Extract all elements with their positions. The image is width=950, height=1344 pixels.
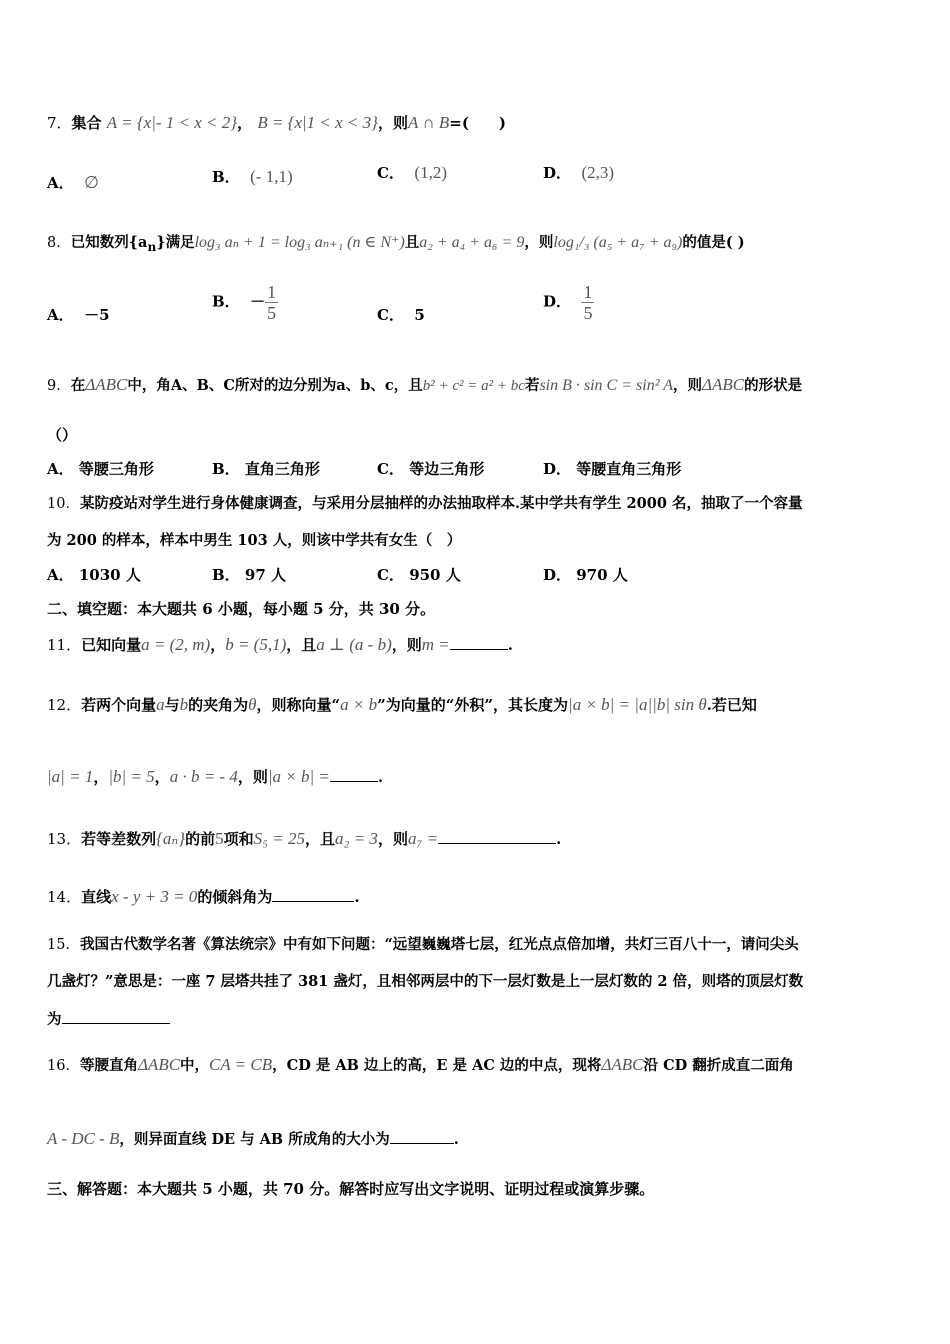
- question-text: ，则: [524, 234, 554, 251]
- formula: a₂ = 3: [335, 829, 378, 848]
- question-number: 8．: [47, 235, 71, 251]
- question-text: 某防疫站对学生进行身体健康调查，与采用分层抽样的办法抽取样本.某中学共有学生 2000 名，抽取了一个容量: [79, 495, 803, 512]
- question-text: 的夹角为: [188, 696, 249, 714]
- question-text: ”为向量的“外积”，其长度为: [377, 696, 569, 714]
- formula: a = (2, m): [141, 635, 211, 654]
- question-text: ，则: [237, 768, 268, 786]
- option-a: A． ∅: [47, 173, 99, 192]
- question-text: ，则称向量“: [256, 696, 341, 714]
- question-text: 在: [70, 377, 86, 394]
- question-10: [47, 493, 910, 515]
- answer-blank: [438, 829, 556, 844]
- question-text: .: [556, 830, 562, 848]
- question-10-line2: 为 200 的样本，样本中男生 103 人，则该中学共有女生（ ）: [47, 532, 462, 549]
- formula: A ∩ B: [408, 113, 450, 132]
- option-value: 等边三角形: [409, 460, 485, 478]
- option-b: B． 直角三角形: [212, 460, 320, 478]
- question-text: ，: [154, 768, 170, 786]
- option-d: D． 970 人: [543, 566, 628, 584]
- question-text: 中，角A、B、C所对的边分别为a、b、c，且: [127, 377, 423, 394]
- option-b: B． － $\frac{1}{5}$: [212, 282, 277, 323]
- formula: ΔABC: [601, 1055, 644, 1074]
- question-number: 13．: [47, 830, 82, 848]
- option-c: C． 5: [377, 306, 425, 324]
- question-15-line2: 几盏灯？”意思是：一座 7 层塔共挂了 381 盏灯，且相邻两层中的下一层灯数是上一层灯数的 2 倍，则塔的顶层灯数: [47, 973, 804, 990]
- question-text: ，则: [377, 830, 408, 848]
- question-12: [47, 694, 910, 716]
- formula: 5: [215, 829, 224, 848]
- formula: a ⊥ (a - b): [316, 635, 392, 654]
- formula: a · b = - 4: [169, 767, 238, 786]
- question-16-line2: [47, 1128, 910, 1151]
- option-value: (1,2): [414, 163, 447, 182]
- option-a: A． －5: [47, 306, 110, 324]
- question-text: 已知数列{a: [70, 234, 148, 251]
- formula: |b| = 5: [108, 767, 155, 786]
- formula: ΔABC: [701, 375, 745, 394]
- question-13: [47, 828, 910, 850]
- question-text: ，则: [391, 636, 422, 654]
- question-text: 等腰直角: [79, 1057, 138, 1074]
- question-text: ，: [210, 636, 226, 654]
- formula: b: [179, 695, 189, 714]
- question-text: .: [354, 888, 360, 906]
- question-12-line2: [47, 766, 910, 788]
- question-text: 的前: [185, 830, 216, 848]
- question-text: .: [453, 1131, 459, 1148]
- option-b: B． (- 1,1): [212, 167, 293, 186]
- option-c: C． (1,2): [377, 163, 447, 182]
- option-value: (2,3): [581, 163, 615, 182]
- formula: |a| = 1: [47, 767, 94, 786]
- formula: sin B · sin C = sin² A: [539, 377, 673, 394]
- section-heading: 三、解答题：本大题共 5 小题，共 70 分。解答时应写出文字说明、证明过程或演算步骤。: [47, 1180, 655, 1198]
- question-number: 11．: [47, 636, 82, 654]
- question-text: 我国古代数学名著《算法统宗》中有如下问题：“远望巍巍塔七层，红光点点倍加增，共灯三百八十一，请问尖头: [79, 936, 799, 953]
- question-14: [47, 886, 910, 908]
- question-text: ，CD 是 AB 边上的高，E 是 AC 边的中点，现将: [272, 1057, 602, 1074]
- formula: S₅ = 25: [253, 829, 306, 848]
- formula: b² + c² = a² + bc: [422, 378, 525, 394]
- question-text: .: [377, 768, 384, 786]
- formula: {aₙ}: [156, 829, 186, 848]
- option-value: －5: [84, 306, 110, 324]
- option-b: B． 97 人: [212, 566, 287, 584]
- question-text: 项和: [223, 830, 254, 848]
- question-number: 7．: [47, 114, 72, 132]
- option-a: A． 1030 人: [47, 566, 141, 584]
- formula: B = {x|1 < x < 3}: [257, 113, 378, 132]
- formula: m =: [421, 635, 450, 654]
- question-number: 15．: [47, 937, 80, 953]
- option-value: 5: [414, 306, 425, 324]
- question-15: [47, 934, 910, 956]
- option-value: 等腰三角形: [78, 460, 154, 478]
- option-value: 970 人: [576, 566, 628, 584]
- question-text: ，且: [286, 636, 317, 654]
- formula: log₃ aₙ + 1 = log₃ aₙ₊₁ (n ∈ N⁺): [194, 234, 405, 251]
- question-text: 与: [164, 696, 180, 714]
- formula: log₁/₃ (a₅ + a₇ + a₉): [553, 234, 683, 251]
- option-value: ∅: [84, 173, 99, 192]
- option-d: D． 等腰直角三角形: [543, 460, 682, 478]
- answer-blank: [272, 887, 354, 902]
- subscript: n: [147, 239, 157, 254]
- option-a: A． 等腰三角形: [47, 460, 154, 478]
- answer-blank: [390, 1129, 454, 1144]
- question-9: [47, 374, 910, 397]
- option-value: 1030 人: [78, 566, 141, 584]
- answer-blank: [62, 1009, 170, 1024]
- question-number: 16．: [47, 1058, 80, 1074]
- formula: b = (5,1): [225, 635, 287, 654]
- question-7: [47, 112, 910, 134]
- formula: |a × b| =: [267, 767, 330, 786]
- question-text: ，则: [672, 377, 702, 394]
- formula: x - y + 3 = 0: [111, 887, 198, 906]
- question-text: 若等差数列: [81, 830, 157, 848]
- question-15-line3: [47, 1009, 910, 1031]
- question-text: 沿 CD 翻折成直二面角: [643, 1057, 794, 1074]
- option-value: 等腰直角三角形: [576, 460, 682, 478]
- option-c: C． 等边三角形: [377, 460, 485, 478]
- fraction: $\frac{1}{5}$: [583, 282, 593, 323]
- option-d: D． $\frac{1}{5}$: [543, 282, 593, 323]
- section-heading: 二、填空题：本大题共 6 小题，每小题 5 分，共 30 分。: [47, 600, 436, 618]
- question-number: 12．: [47, 696, 82, 714]
- question-text: .若已知: [706, 696, 757, 714]
- question-text: ，则: [377, 114, 408, 132]
- question-text: 若两个向量: [81, 696, 157, 714]
- formula: a: [156, 695, 165, 714]
- option-value: 直角三角形: [244, 460, 320, 478]
- question-text: 且: [404, 234, 420, 251]
- question-text: 的倾斜角为: [197, 888, 273, 906]
- option-c: C． 950 人: [377, 566, 461, 584]
- question-number: 9．: [47, 378, 71, 394]
- question-text: .: [507, 636, 513, 654]
- question-number: 14．: [47, 888, 82, 906]
- question-text: }满足: [156, 234, 195, 251]
- option-value: (- 1,1): [250, 167, 293, 186]
- question-text: =( ): [449, 114, 507, 132]
- option-sign: －: [250, 292, 266, 311]
- formula: CA = CB: [209, 1055, 273, 1074]
- question-text: 集合: [71, 114, 102, 132]
- formula: a × b: [340, 695, 378, 714]
- formula: ΔABC: [85, 375, 128, 394]
- question-9-paren: （）: [47, 426, 78, 444]
- question-text: ，且: [305, 830, 336, 848]
- formula: a₇ =: [407, 829, 439, 848]
- question-text: 已知向量: [81, 636, 142, 654]
- option-value: 950 人: [409, 566, 461, 584]
- question-number: 10．: [47, 496, 80, 512]
- formula: A = {x|- 1 < x < 2}: [106, 113, 238, 132]
- option-value: 97 人: [244, 566, 287, 584]
- formula: a₂ + a₄ + a₆ = 9: [419, 234, 525, 251]
- formula: ΔABC: [137, 1055, 181, 1074]
- option-d: D． (2,3): [543, 163, 615, 182]
- answer-blank: [330, 767, 378, 782]
- formula: |a × b| = |a||b| sin θ: [568, 695, 707, 714]
- question-text: 的形状是: [744, 377, 803, 394]
- question-text: 的值是( ): [682, 234, 745, 251]
- question-text: ，则异面直线 DE 与 AB 所成角的大小为: [119, 1131, 390, 1148]
- question-text: ，: [237, 114, 253, 132]
- answer-blank: [450, 635, 508, 650]
- question-text: ，: [93, 768, 109, 786]
- question-8: [47, 232, 910, 258]
- fraction: $\frac{1}{5}$: [267, 282, 277, 323]
- question-11: [47, 634, 910, 656]
- formula: A - DC - B: [47, 1129, 120, 1148]
- question-text: 若: [524, 377, 540, 394]
- question-text: 中，: [180, 1057, 210, 1074]
- question-text: 直线: [81, 888, 112, 906]
- formula: θ: [248, 695, 257, 714]
- question-16: [47, 1054, 910, 1077]
- question-text: 为: [47, 1011, 62, 1028]
